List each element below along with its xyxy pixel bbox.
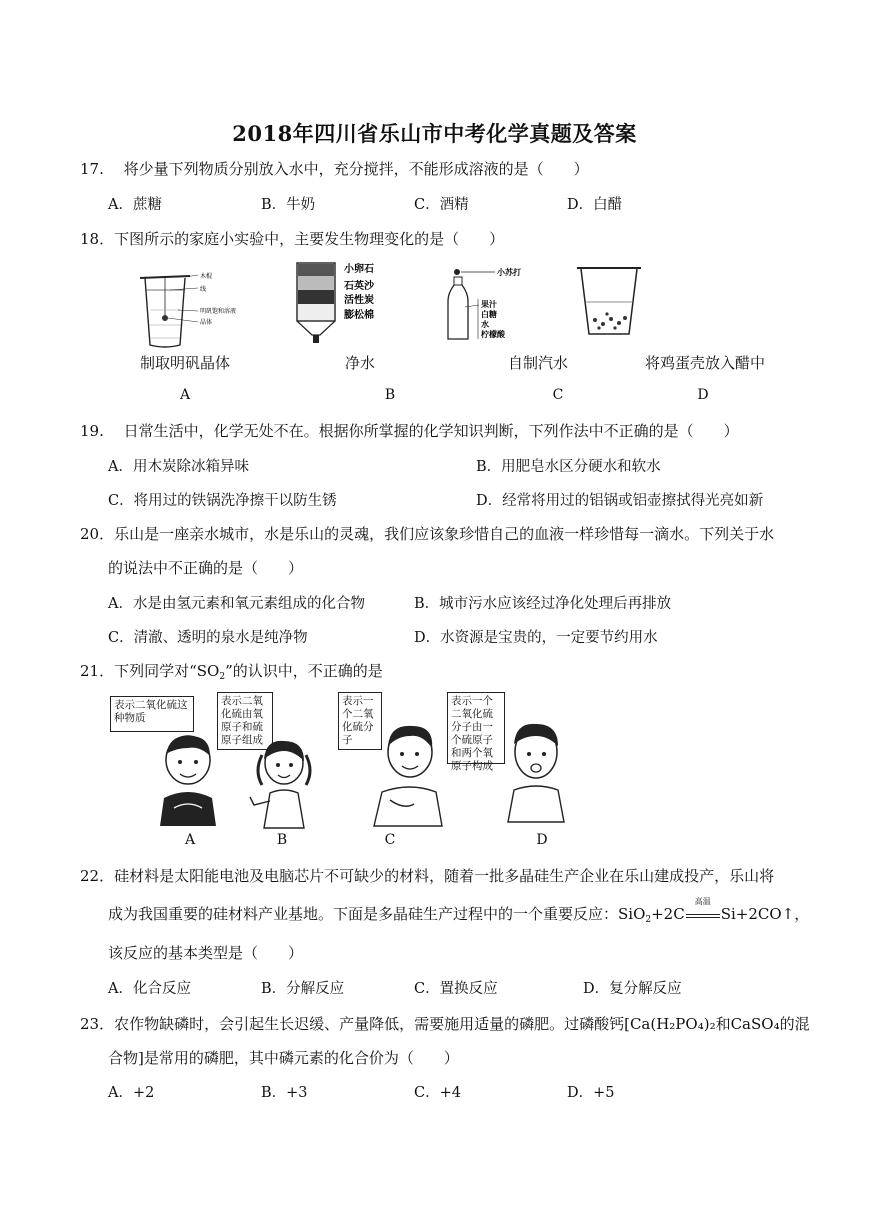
student-b-illustration [248,735,318,830]
q18-caption-b: 净水 [344,354,375,372]
fig-b-label-1: 小卵石 [344,264,374,275]
q19-option-d: D．经常将用过的铝锅或铝壶擦拭得光亮如新 [476,493,764,509]
q21-speech-bubble-c: 表示一个二氧化硫分子 [338,692,382,750]
q20-option-b: B．城市污水应该经过净化处理后再排放 [414,596,672,612]
fig-c-label-5: 柠檬酸 [481,329,505,339]
fig-c-label-4: 水 [481,319,489,329]
q23-option-d: D．+5 [567,1085,615,1101]
homemade-soda-figure [445,265,545,345]
q18-letter-c: C [552,387,564,403]
fig-b-label-4: 膨松棉 [344,310,374,321]
water-purifier-figure [292,260,392,350]
q22-option-a: A．化合反应 [108,981,191,997]
question-18-stem: 18．下图所示的家庭小实验中，主要发生物理变化的是（ ） [80,230,505,248]
q18-caption-c: 自制汽水 [507,354,568,372]
q20-option-c: C．清澈、透明的泉水是纯净物 [108,630,308,646]
fig-b-label-3: 活性炭 [344,295,374,306]
q20-option-d: D．水资源是宝贵的，一定要节约用水 [414,630,658,646]
q18-caption-d: 将鸡蛋壳放入醋中 [644,354,765,372]
fig-a-label-2: 线 [200,286,207,293]
alum-crystal-beaker-figure [140,270,250,350]
eggshell-vinegar-beaker-figure [575,262,645,342]
q21-letter-c: C [384,832,396,848]
q21-speech-bubble-d: 表示一个二氧化硫分子由一个硫原子和两个氧原子构成 [447,692,505,764]
question-20-stem-line-2: 的说法中不正确的是（ ） [108,559,304,577]
question-20-stem-line-1: 20．乐山是一座亲水城市，水是乐山的灵魂，我们应该象珍惜自己的血液一样珍惜每一滴水。下列关于水 [80,525,775,543]
reaction-condition: 高温 [694,897,711,906]
question-23-stem-line-1: 23．农作物缺磷时，会引起生长迟缓、产量降低，需要施用适量的磷肥。过磷酸钙[Ca(H₂PO₄)₂和CaSO₄的混 [80,1015,810,1033]
q21-letter-d: D [536,832,548,848]
q23-option-a: A．+2 [108,1085,155,1101]
question-22-stem-line-2: 成为我国重要的硅材料产业基地。下面是多晶硅生产过程中的一个重要反应：SiO$_2$+2C 高温 Si+2CO↑， [108,897,810,925]
q19-option-a: A．用木炭除冰箱异味 [108,459,249,475]
q21-letter-a: A [184,832,196,848]
student-c-illustration [360,718,450,828]
q22-option-d: D．复分解反应 [583,981,682,997]
q19-option-b: B．用肥皂水区分硬水和软水 [476,459,661,475]
question-21-stem: 21．下列同学对“$SO_2$”的认识中，不正确的是 [80,662,383,682]
page-title: 2018年四川省乐山市中考化学真题及答案 [232,121,637,146]
q18-letter-a: A [179,387,191,403]
q17-option-d: D．白醋 [567,197,623,213]
question-17-stem: 17. 将少量下列物质分别放入水中，充分搅拌，不能形成溶液的是（ ） [80,160,589,178]
q23-option-b: B．+3 [261,1085,308,1101]
q18-letter-b: B [384,387,396,403]
q20-option-a: A．水是由氢元素和氧元素组成的化合物 [108,596,365,612]
q17-option-a: A．蔗糖 [108,197,162,213]
student-a-illustration [150,728,230,828]
q19-option-c: C．将用过的铁锅洗净擦干以防生锈 [108,493,337,509]
question-22-stem-line-3: 该反应的基本类型是（ ） [108,944,304,962]
q17-option-c: C．酒精 [414,197,469,213]
q18-caption-a: 制取明矾晶体 [139,354,230,372]
q21-letter-b: B [276,832,288,848]
fig-a-label-3: 明矾饱和溶液 [200,308,237,315]
fig-b-label-2: 石英沙 [344,281,374,292]
question-22-stem-line-1: 22．硅材料是太阳能电池及电脑芯片不可缺少的材料，随着一批多晶硅生产企业在乐山建成投产，乐山将 [80,867,775,885]
fig-c-label-2: 果汁 [481,299,497,309]
q17-option-b: B．牛奶 [261,197,316,213]
q23-option-c: C．+4 [414,1085,461,1101]
student-d-illustration [496,714,576,824]
question-19-stem: 19. 日常生活中，化学无处不在。根据你所掌握的化学知识判断，下列作法中不正确的是（ ） [80,422,739,440]
fig-c-label-1: 小苏打 [497,267,521,277]
fig-a-label-4: 晶体 [200,319,213,326]
q22-option-c: C．置换反应 [414,981,498,997]
q18-letter-d: D [697,387,709,403]
fig-c-label-3: 白糖 [481,309,497,319]
fig-a-label-1: 木棍 [200,273,213,280]
question-23-stem-line-2: 合物]是常用的磷肥，其中磷元素的化合价为（ ） [108,1049,459,1067]
q22-option-b: B．分解反应 [261,981,345,997]
q21-speech-bubble-a: 表示二氧化硫这种物质 [110,696,194,732]
q21-speech-bubble-b: 表示二氧化硫由氧原子和硫原子组成 [217,692,273,750]
